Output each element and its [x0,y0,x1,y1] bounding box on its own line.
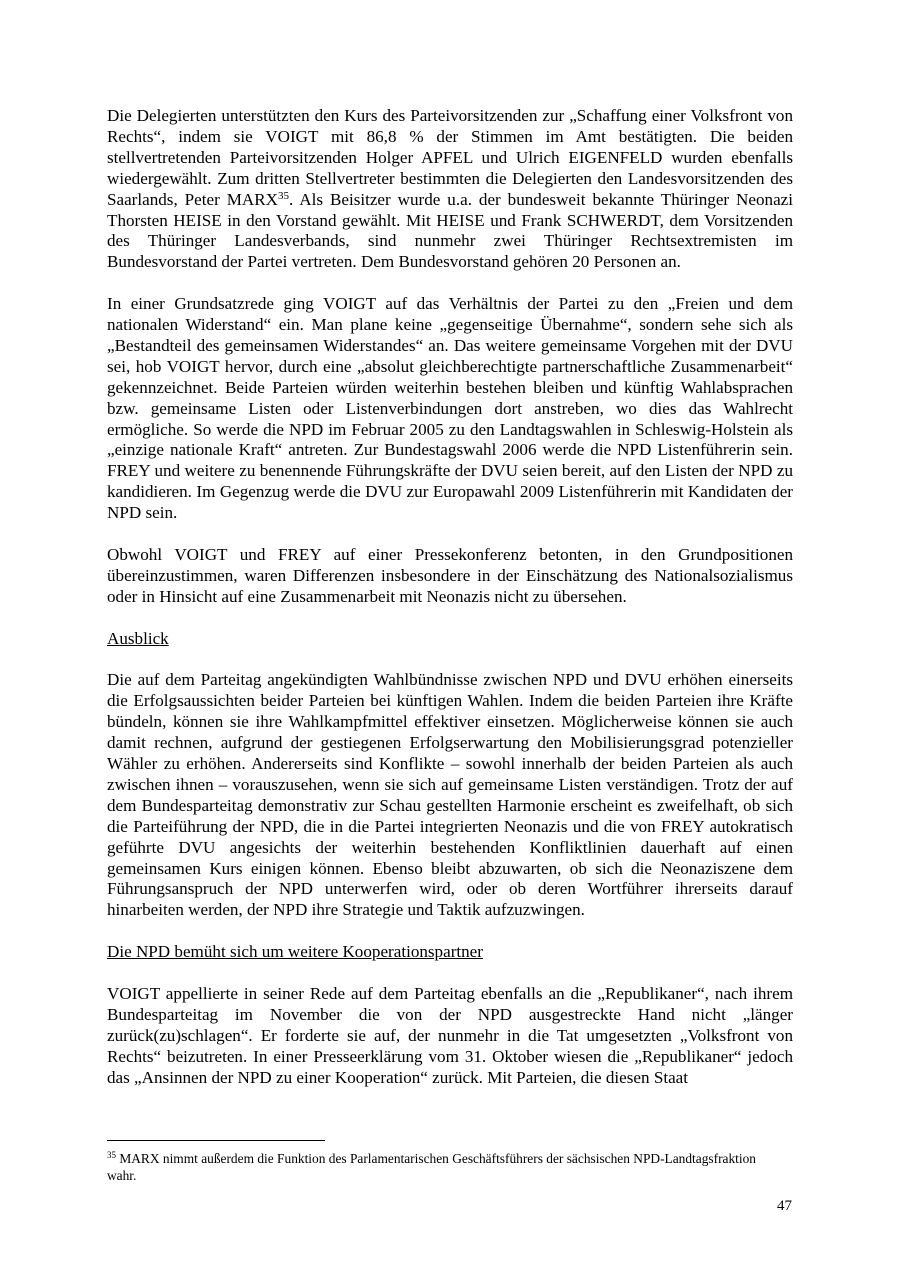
paragraph-text: Die Delegierten unterstützten den Kurs des Parteivorsitzenden zur „Schaffung einer Volksfront von Rechts“, indem sie VOIGT mit 86,8 % der Stimmen im Amt bestätigten. Die beiden stellvertretenden Parteivorsitzenden Holger APFEL und Ulrich EIGENFELD wurden ebenfalls wiedergewählt. Zum dritten Stellvertreter bestimmten die Delegierten den Landesvorsitzenden des Saarlands, Peter MARX [107,106,793,209]
body-text [107,106,793,1109]
paragraph-text: . Als Beisitzer wurde u.a. der bundesweit bekannte Thüringer Neonazi Thorsten HEISE in den Vorstand gewählt. Mit HEISE und Frank SCHWERDT, dem Vorsitzenden des Thüringer Landesverbands, sind nunmehr zwei Thüringer Rechtsextremisten im Bundesvorstand der Partei vertreten. Dem Bundesvorstand gehören 20 Personen an. [107,189,793,272]
paragraph-party-leadership [107,106,793,273]
paragraph-republikaner: VOIGT appellierte in seiner Rede auf dem Parteitag ebenfalls an die „Republikaner“, nach ihrem Bundesparteitag im November die von der NPD ausgestreckte Hand nicht „länger zurück(zu)schlagen“. Er forderte sie auf, der nunmehr in die Tat umgesetzten „Volksfront von Rechts“ beizutreten. In einer Presseerklärung vom 31. Oktober wiesen die „Republikaner“ jedoch das „Ansinnen der NPD zu einer Kooperation“ zurück. Mit Parteien, die diesen Staat [107,983,793,1087]
paragraph-keynote-speech: In einer Grundsatzrede ging VOIGT auf das Verhältnis der Partei zu den „Freien und dem nationalen Widerstand“ ein. Man plane keine „gegenseitige Übernahme“, sondern sehe sich als „Bestandteil des gemeinsamen Widerstandes“ an. Das weitere gemeinsame Vorgehen mit der DVU sei, hob VOIGT hervor, durch eine „absolut gleichberechtigte partnerschaftliche Zusammenarbeit“ gekennzeichnet. Beide Parteien würden weiterhin bestehen bleiben und künftig Wahlabsprachen bzw. gemeinsame Listen oder Listenverbindungen dort anstreben, wo dies das Wahlrecht ermögliche. So werde die NPD im Februar 2005 zu den Landtagswahlen in Schleswig-Holstein als „einzige nationale Kraft“ antreten. Zur Bundestagswahl 2006 werde die NPD Listenführerin sein. FREY und weitere zu benennende Führungskräfte der DVU seien bereit, auf den Listen der NPD zu kandidieren. Im Gegenzug werde die DVU zur Europawahl 2009 Listenführerin mit Kandidaten der NPD sein. [107,294,793,523]
footnote-separator [107,1140,325,1141]
section-heading-cooperation: Die NPD bemüht sich um weitere Kooperationspartner [107,942,483,962]
footnote-reference[interactable]: 35 [278,189,290,202]
footnote-text: MARX nimmt außerdem die Funktion des Parlamentarischen Geschäftsführers der sächsischen NPD-Landtagsfraktion wahr. [107,1151,756,1183]
paragraph-press-conference: Obwohl VOIGT und FREY auf einer Pressekonferenz betonten, in den Grundpositionen übereinzustimmen, waren Differenzen insbesondere in der Einschätzung des Nationalsozialismus oder in Hinsicht auf eine Zusammenarbeit mit Neonazis nicht zu übersehen. [107,545,793,606]
footnote-number: 35 [107,1150,116,1160]
page-number: 47 [777,1198,792,1214]
footnote [107,1150,787,1184]
section-heading-ausblick: Ausblick [107,628,169,648]
paragraph-outlook: Die auf dem Parteitag angekündigten Wahlbündnisse zwischen NPD und DVU erhöhen einerseits die Erfolgsaussichten beider Parteien bei künftigen Wahlen. Indem die beiden Parteien ihre Kräfte bündeln, können sie ihre Wahlkampfmittel effektiver einsetzen. Möglicherweise können sie auch damit rechnen, aufgrund der gestiegenen Erfolgserwartung den Mobilisierungsgrad potenzieller Wähler zu erhöhen. Andererseits sind Konflikte – sowohl innerhalb der beiden Parteien als auch zwischen ihnen – vorauszusehen, wenn sie sich auf gemeinsame Listen verständigen. Trotz der auf dem Bundesparteitag demonstrativ zur Schau gestellten Harmonie erscheint es zweifelhaft, ob sich die Parteiführung der NPD, die in die Partei integrierten Neonazis und die von FREY autokratisch geführte DVU angesichts der weiterhin bestehenden Konfliktlinien dauerhaft auf einen gemeinsamen Kurs einigen können. Ebenso bleibt abzuwarten, ob sich die Neonaziszene dem Führungsanspruch der NPD unterwerfen wird, oder ob deren Wortführer ihrerseits darauf hinarbeiten werden, der NPD ihre Strategie und Taktik aufzuzwingen. [107,670,793,920]
